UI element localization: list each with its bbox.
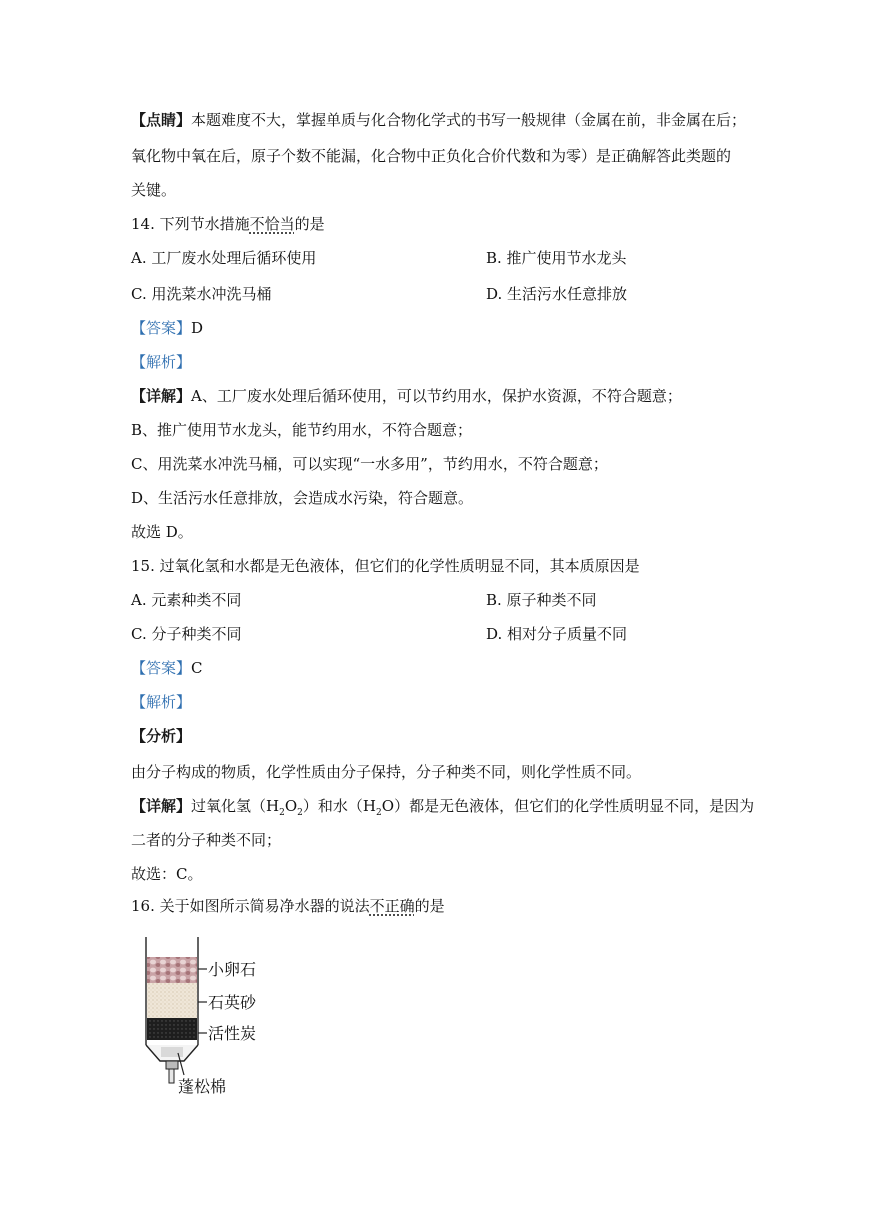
- q16-stem-post: 的是: [414, 897, 445, 915]
- q15-option-b: B. 原子种类不同: [486, 591, 597, 609]
- q15-fenxi-tag: 【分析】: [131, 727, 192, 745]
- q15-answer-tag: 【答案】: [131, 659, 192, 677]
- note-text-1: 本题难度不大，掌握单质与化合物化学式的书写一般规律（金属在前，非金属在后；: [191, 111, 747, 129]
- q15-detail-line-1: [131, 796, 754, 823]
- note-line-1: [131, 110, 746, 130]
- q15-detail-part-3: ）都是无色液体，但它们的化学性质明显不同，是因为: [394, 797, 755, 815]
- h2o-formula: $H_2O$: [362, 797, 395, 818]
- q15-detail-tag: 【详解】: [131, 797, 192, 815]
- cotton-layer: [161, 1047, 183, 1057]
- q14-option-d: D. 生活污水任意排放: [486, 285, 628, 303]
- q15-conclusion: 故选：C。: [131, 865, 203, 883]
- note-tag: 【点睛】: [131, 111, 192, 129]
- outlet-valve: [166, 1061, 178, 1069]
- q15-answer-value: C: [191, 659, 203, 677]
- pebble-layer: [147, 957, 197, 983]
- q15-option-c: C. 分子种类不同: [131, 625, 242, 643]
- q15-detail-line-2: 二者的分子种类不同；: [131, 831, 282, 849]
- q14-detail-d: D、生活污水任意排放，会造成水污染，符合题意。: [131, 489, 474, 507]
- q15-option-a: A. 元素种类不同: [131, 591, 242, 609]
- q15-analysis-tag: 【解析】: [131, 693, 192, 711]
- q14-stem-emphasis: 不恰当: [249, 215, 295, 233]
- q14-answer-tag: 【答案】: [131, 319, 192, 337]
- note-line-3: 关键。: [131, 181, 177, 199]
- q14-conclusion: 故选 D。: [131, 523, 193, 541]
- q16-stem: [131, 896, 445, 916]
- sand-layer: [147, 983, 197, 1018]
- q14-detail-b: B、推广使用节水龙头，能节约用水，不符合题意；: [131, 421, 473, 439]
- carbon-layer: [147, 1018, 197, 1040]
- label-cotton: 蓬松棉: [178, 1077, 227, 1096]
- q14-stem-pre: 14. 下列节水措施: [131, 215, 250, 233]
- q15-option-d: D. 相对分子质量不同: [486, 625, 628, 643]
- q14-answer: [131, 318, 203, 338]
- q14-answer-value: D: [191, 319, 204, 337]
- q15-answer: [131, 658, 203, 678]
- label-pebbles: 小卵石: [208, 960, 257, 979]
- q14-stem-post: 的是: [294, 215, 325, 233]
- water-purifier-diagram: [140, 935, 280, 1100]
- outlet-tube: [169, 1069, 174, 1083]
- q14-analysis-tag: 【解析】: [131, 353, 192, 371]
- q14-stem: [131, 214, 325, 234]
- q14-option-a: A. 工厂废水处理后循环使用: [131, 249, 317, 267]
- q14-detail-tag: 【详解】: [131, 387, 192, 405]
- q14-option-b: B. 推广使用节水龙头: [486, 249, 627, 267]
- water-purifier-figure: [140, 935, 280, 1100]
- q15-detail-part-1: 过氧化氢（: [191, 797, 267, 815]
- q15-stem: 15. 过氧化氢和水都是无色液体，但它们的化学性质明显不同，其本质原因是: [131, 557, 640, 575]
- q15-detail-part-2: ）和水（: [302, 797, 363, 815]
- q16-stem-pre: 16. 关于如图所示简易净水器的说法: [131, 897, 370, 915]
- q16-stem-emphasis: 不正确: [369, 897, 415, 915]
- q15-fenxi-text: 由分子构成的物质，化学性质由分子保持，分子种类不同，则化学性质不同。: [131, 763, 642, 781]
- q14-detail-a: [131, 386, 682, 406]
- q14-detail-a-text: A、工厂废水处理后循环使用，可以节约用水，保护水资源，不符合题意；: [191, 387, 682, 405]
- label-activated-carbon: 活性炭: [208, 1024, 257, 1043]
- note-line-2: 氧化物中氧在后，原子个数不能漏，化合物中正负化合价代数和为零）是正确解答此类题的: [131, 147, 732, 165]
- h2o2-formula: $H_2O_2$: [266, 797, 303, 818]
- q14-detail-c: C、用洗菜水冲洗马桶，可以实现“一水多用”，节约用水，不符合题意；: [131, 455, 608, 473]
- q14-option-c: C. 用洗菜水冲洗马桶: [131, 285, 272, 303]
- label-quartz-sand: 石英砂: [208, 993, 257, 1012]
